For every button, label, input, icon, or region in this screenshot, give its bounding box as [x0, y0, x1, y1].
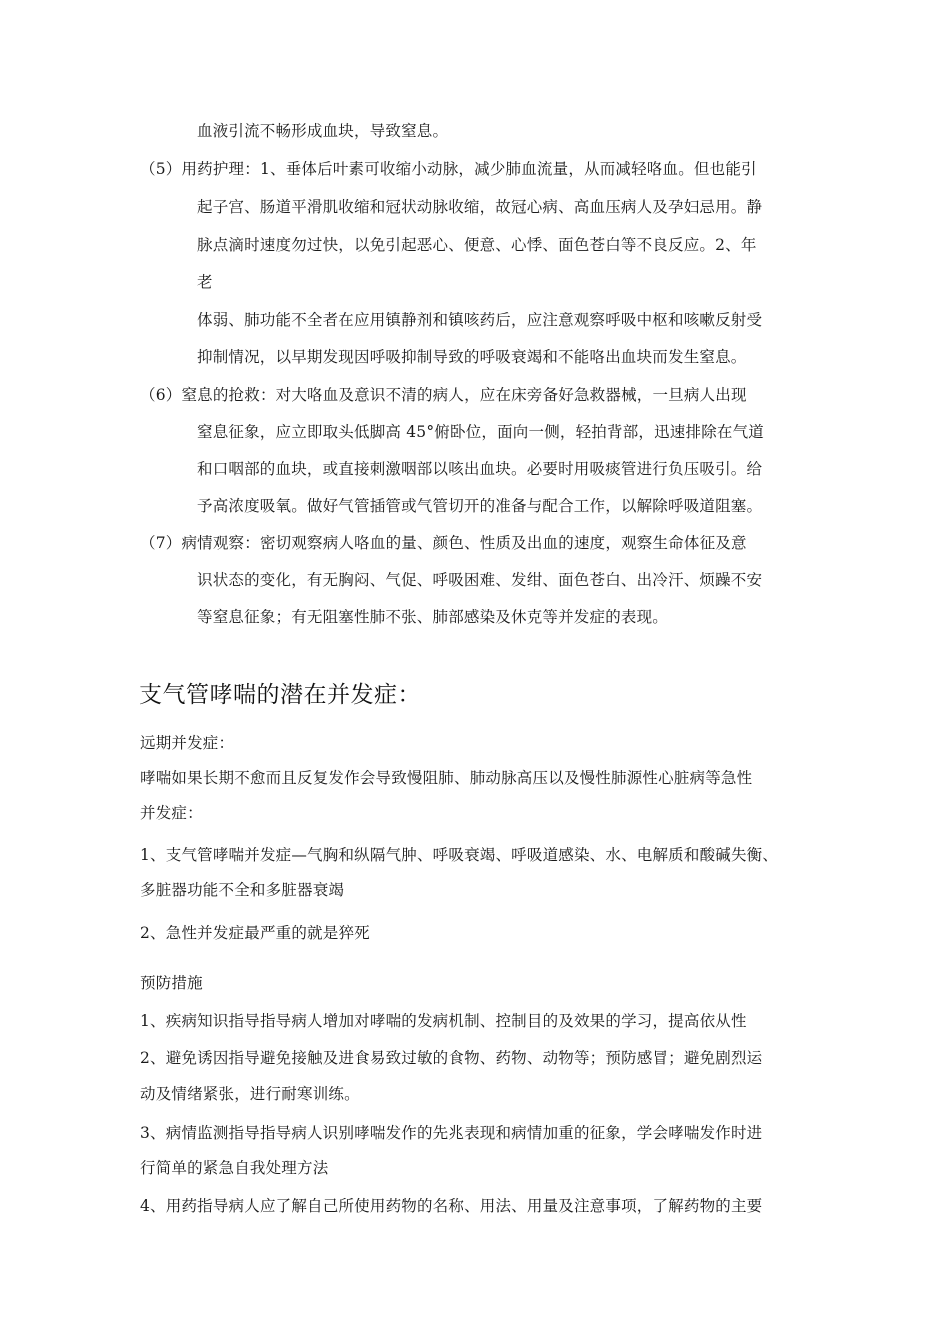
care-line-4: 脉点滴时速度勿过快，以免引起恶心、便意、心悸、面色苍白等不良反应。2、年 — [197, 236, 757, 254]
care-line-11: 予高浓度吸氧。做好气管插管或气管切开的准备与配合工作，以解除呼吸道阻塞。 — [197, 497, 763, 515]
care-line-9: 窒息征象，应立即取头低脚高 45°俯卧位，面向一侧，轻拍背部，迅速排除在气道 — [197, 423, 765, 441]
care-line-6: 体弱、肺功能不全者在应用镇静剂和镇咳药后，应注意观察呼吸中枢和咳嗽反射受 — [197, 311, 763, 329]
care-line-3: 起子宫、肠道平滑肌收缩和冠状动脉收缩，故冠心病、高血压病人及孕妇忌用。静 — [197, 198, 763, 216]
list-item-2: 2、急性并发症最严重的就是猝死 — [140, 924, 370, 942]
paragraph-line: 并发症： — [140, 804, 203, 822]
prevention-item-1: 1、疾病知识指导指导病人增加对哮喘的发病机制、控制目的及效果的学习，提高依从性 — [140, 1012, 747, 1030]
care-item-6: （6）窒息的抢救：对大咯血及意识不清的病人，应在床旁备好急救器械，一旦病人出现 — [140, 386, 747, 404]
prevention-item-2-cont: 动及情绪紧张，进行耐寒训练。 — [140, 1085, 360, 1103]
subheading-long-term: 远期并发症： — [140, 734, 235, 752]
prevention-item-4: 4、用药指导病人应了解自己所使用药物的名称、用法、用量及注意事项，了解药物的主要 — [140, 1197, 763, 1215]
care-line-10: 和口咽部的血块，或直接刺激咽部以咳出血块。必要时用吸痰管进行负压吸引。给 — [197, 460, 763, 478]
care-item-7: （7）病情观察：密切观察病人咯血的量、颜色、性质及出血的速度，观察生命体征及意 — [140, 534, 747, 552]
care-line-1: 血液引流不畅形成血块，导致窒息。 — [197, 122, 449, 140]
list-item-1-cont: 多脏器功能不全和多脏器衰竭 — [140, 881, 345, 899]
section-heading: 支气管哮喘的潜在并发症： — [139, 682, 421, 708]
care-line-5: 老 — [197, 273, 213, 291]
prevention-item-3: 3、病情监测指导指导病人识别哮喘发作的先兆表现和病情加重的征象，学会哮喘发作时进 — [140, 1124, 763, 1142]
care-item-5: （5）用药护理：1、垂体后叶素可收缩小动脉，减少肺血流量，从而减轻咯血。但也能引 — [140, 160, 757, 178]
list-item-1: 1、支气管哮喘并发症—气胸和纵隔气肿、呼吸衰竭、呼吸道感染、水、电解质和酸碱失衡、 — [140, 846, 779, 864]
paragraph-line: 哮喘如果长期不愈而且反复发作会导致慢阻肺、肺动脉高压以及慢性肺源性心脏病等急性 — [140, 769, 753, 787]
prevention-item-2: 2、避免诱因指导避免接触及进食易致过敏的食物、药物、动物等；预防感冒；避免剧烈运 — [140, 1049, 763, 1067]
subheading-prevention: 预防措施 — [140, 974, 203, 992]
care-line-7: 抑制情况，以早期发现因呼吸抑制导致的呼吸衰竭和不能咯出血块而发生窒息。 — [197, 348, 747, 366]
care-line-13: 识状态的变化，有无胸闷、气促、呼吸困难、发绀、面色苍白、出冷汗、烦躁不安 — [197, 571, 763, 589]
prevention-item-3-cont: 行简单的紧急自我处理方法 — [140, 1159, 329, 1177]
care-line-14: 等窒息征象；有无阻塞性肺不张、肺部感染及休克等并发症的表现。 — [197, 608, 669, 626]
